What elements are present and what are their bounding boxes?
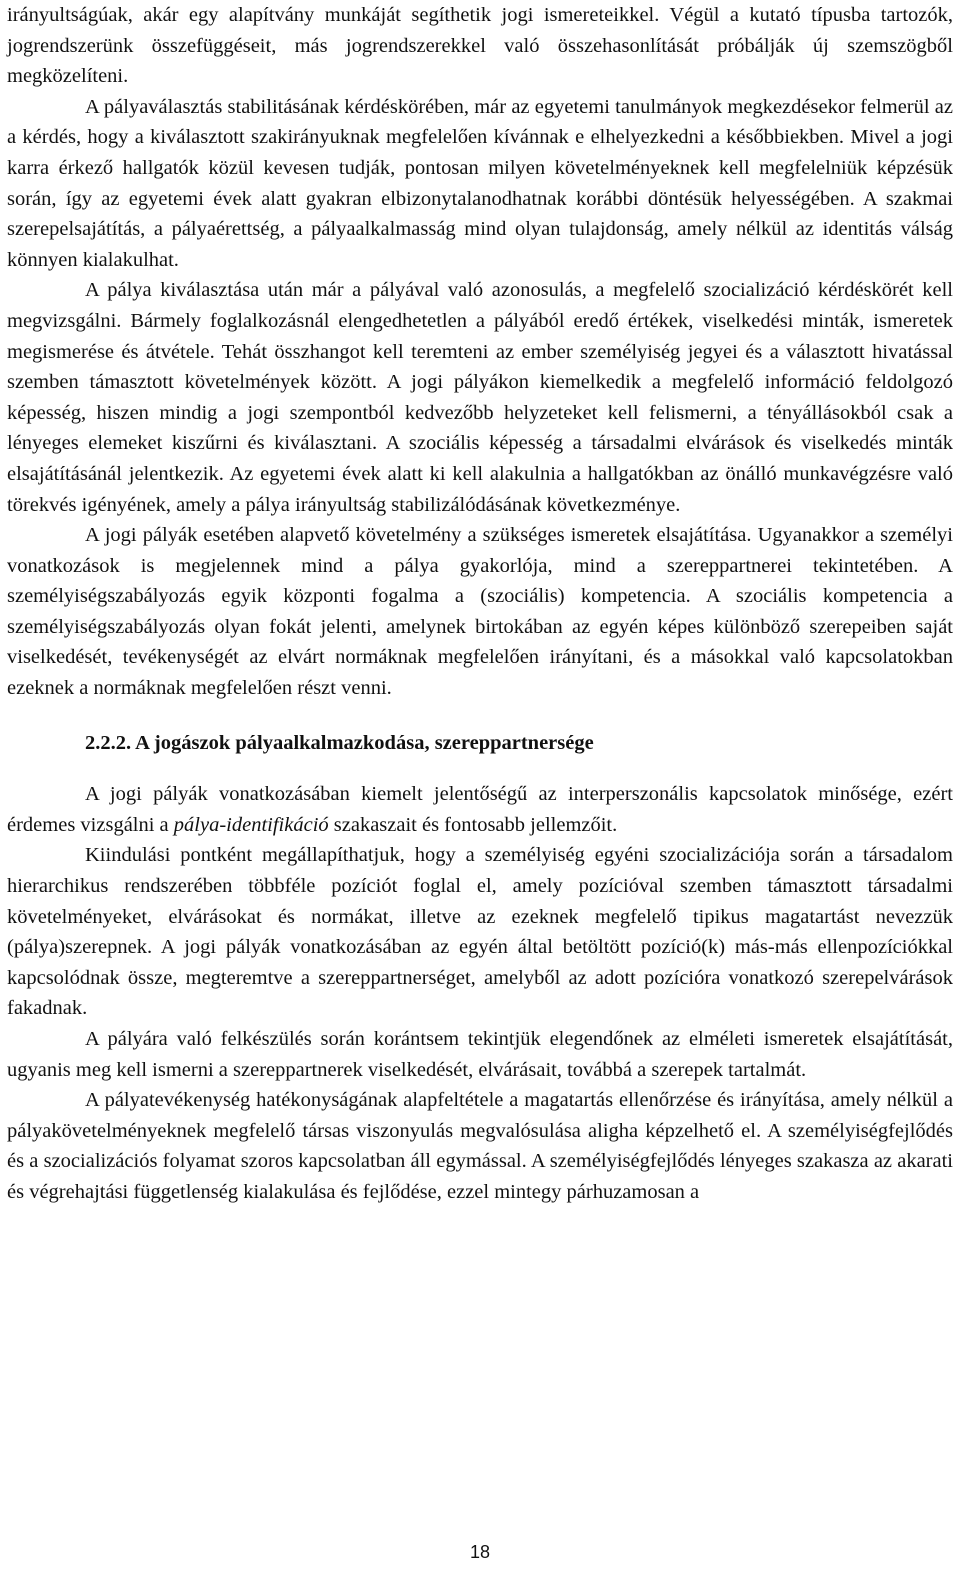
- paragraph-6: Kiindulási pontként megállapíthatjuk, hogy a személyiség egyéni szocializációja során a társadalom hierarchikus rendszerében többféle pozíciót foglal el, amely pozícióval szemben támasztott társadalmi követelményeket, elvárásokat és normákat, illetve az ezeknek megfelelő tipikus magatartást nevezzük (pálya)szerepnek. A jogi pályák vonatkozásában az egyén által betöltött pozíció(k) más-más ellenpozíciókkal kapcsolódnak össze, megteremtve a szereppartnerséget, amelyből az adott pozícióra vonatkozó szerepelvárások fakadnak.: [7, 844, 953, 1020]
- paragraph-7: A pályára való felkészülés során korántsem tekintjük elegendőnek az elméleti ismeretek elsajátítását, ugyanis meg kell ismerni a szereppartnerek viselkedését, elvárásait, továbbá a szerepek tartalmát.: [7, 1028, 953, 1081]
- page-number: 18: [469, 1542, 491, 1562]
- paragraph-5-text-end: szakaszait és fontosabb jellemzőit.: [328, 813, 618, 836]
- spacer: [7, 758, 953, 779]
- paragraph-2: A pályaválasztás stabilitásának kérdéskörében, már az egyetemi tanulmányok megkezdésekor felmerül az a kérdés, hogy a kiválasztott szakirányuknak megfelelően kívánnak e elhelyezkedni a későbbiekben. Mivel a jogi karra érkező hallgatók közül kevesen tudják, pontosan milyen követelményeknek kell megfelelniük képzésük során, így az egyetemi évek alatt gyakran elbizonytalanodhatnak korábbi döntésük helyességében. A szakmai szerepelsajátítás, a pályaérettség, a pályaalkalmasság mind olyan tulajdonság, amely nélkül az identitás válság könnyen kialakulhat.: [7, 95, 953, 271]
- paragraph-5: [7, 779, 953, 840]
- paragraph-4: A jogi pályák esetében alapvető követelmény a szükséges ismeretek elsajátítása. Ugyanakkor a személyi vonatkozások is megjelennek mind a pálya gyakorlója, mind a szereppartnerei tekintetében. A személyiségszabályozás egyik központi fogalma a (szociális) kompetencia. A szociális kompetencia a személyiségszabályozás olyan fokát jelenti, amelynek birtokában az egyén képes különböző szerepeiben saját viselkedését, tevékenységét az elvárt normáknak megfelelően irányítani, és a másokkal való kapcsolatokban ezeknek a normáknak megfelelően részt venni.: [7, 524, 953, 700]
- paragraph-1: irányultságúak, akár egy alapítvány munkáját segíthetik jogi ismereteikkel. Végül a kutató típusba tartozók, jogrendszerünk összefüggéseit, más jogrendszerekkel való összehasonlítását próbálják új szemszögből megközelíteni.: [7, 4, 953, 88]
- paragraph-8: A pályatevékenység hatékonyságának alapfeltétele a magatartás ellenőrzése és irányítása, amely nélkül a pályakövetelményeknek megfelelő társas viszonyulás megvalósulása aligha képzelhető el. A személyiségfejlődés és a szocializációs folyamat szoros kapcsolatban áll egymással. A személyiségfejlődés lényeges szakasza az akarati és végrehajtási függetlenség kialakulása és fejlődése, ezzel mintegy párhuzamosan a: [7, 1089, 953, 1203]
- paragraph-3: A pálya kiválasztása után már a pályával való azonosulás, a megfelelő szocializáció kérdéskörét kell megvizsgálni. Bármely foglalkozásnál elengedhetetlen a pályából eredő értékek, viselkedési minták, ismeretek megismerése és átvétele. Tehát összhangot kell teremteni az ember személyiség jegyei és a választott hivatással szemben támasztott követelmények között. A jogi pályákon kiemelkedik a megfelelő információ feldolgozó képesség, hiszen mindig a jogi szempontból kedvezőbb helyzeteket kell felismerni, a tényállásokból csak a lényeges elemeket kiszűrni és kiválasztani. A szociális képesség a társadalmi elvárások és viselkedés minták elsajátításánál jelentkezik. Az egyetemi évek alatt ki kell alakulnia a hallgatókban az önálló munkavégzésre való törekvés igényének, amely a pálya irányultság stabilizálódásának következménye.: [7, 279, 953, 516]
- paragraph-5-text-start: A jogi pályák vonatkozásában kiemelt jelentőségű az interperszonális kapcsolatok minősége, ezért érdemes vizsgálni a: [7, 783, 953, 836]
- spacer: [7, 704, 953, 728]
- paragraph-5-italic-term: pálya-identifikáció: [173, 813, 329, 836]
- document-page: [7, 0, 953, 1208]
- section-heading: 2.2.2. A jogászok pályaalkalmazkodása, szereppartnersége: [85, 731, 594, 754]
